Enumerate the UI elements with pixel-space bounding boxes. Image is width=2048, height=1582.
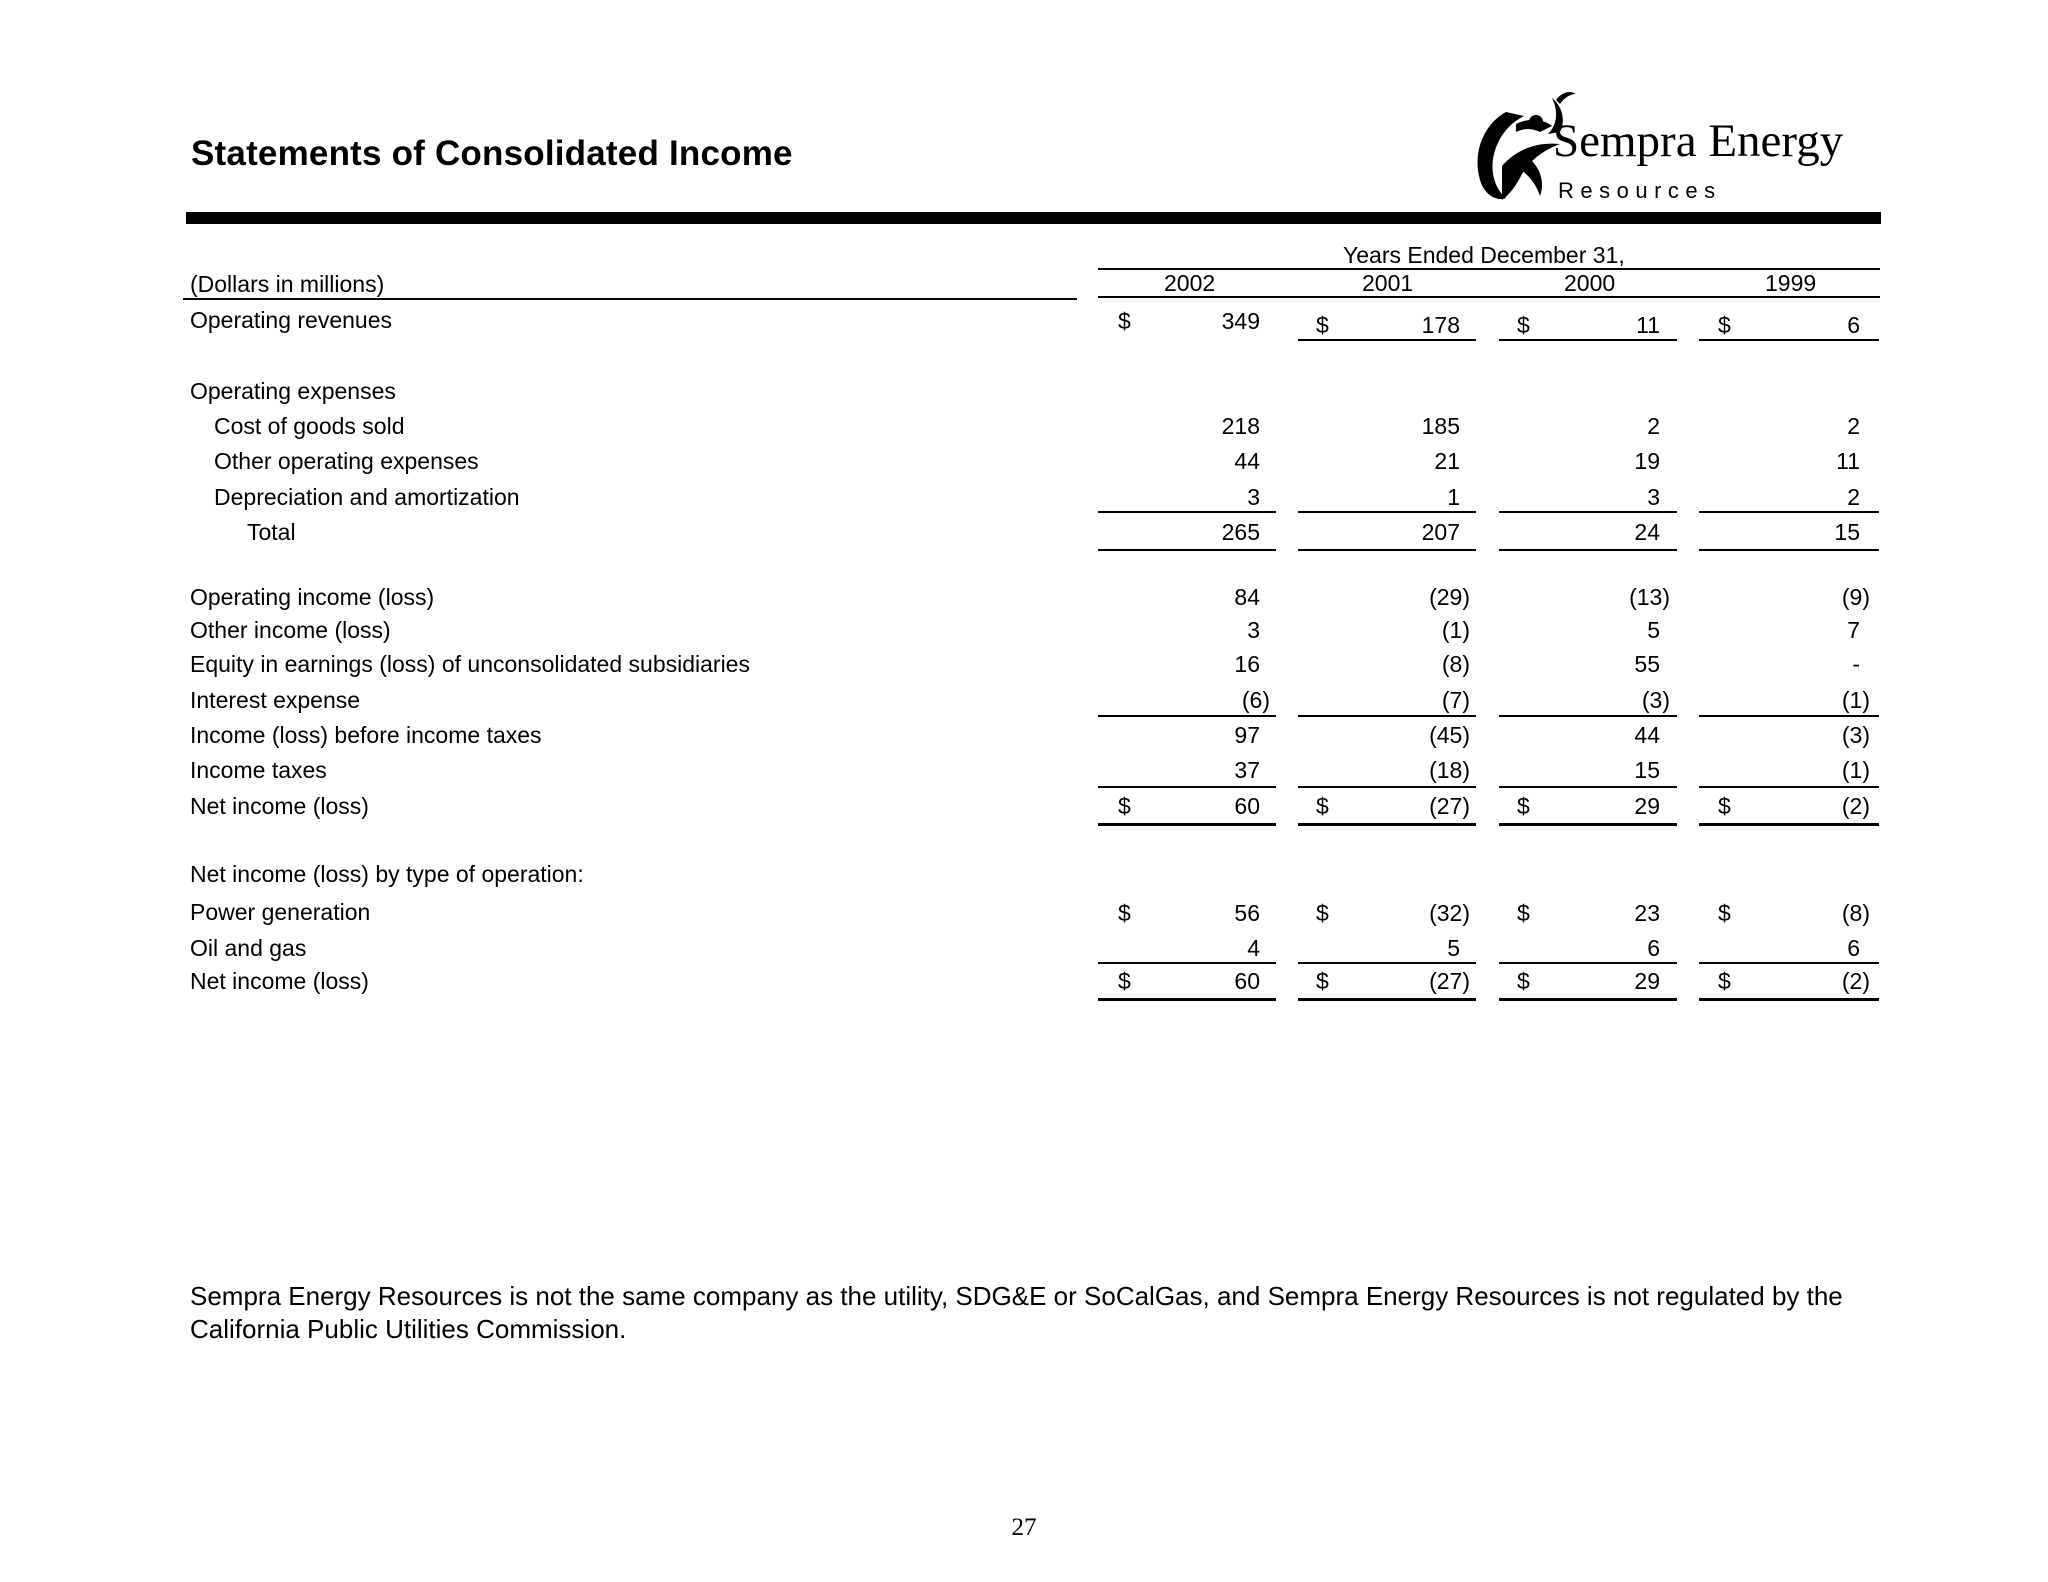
row-label: Net income (loss): [190, 793, 369, 819]
cell-value: (2): [1841, 793, 1870, 819]
cell-value: 44: [1234, 448, 1260, 474]
cell-value: (7): [1441, 687, 1470, 713]
cell-value: 5: [1447, 935, 1460, 961]
double-underline: [1499, 823, 1677, 826]
currency-symbol: $: [1517, 793, 1530, 819]
header-divider: [186, 212, 1881, 224]
cell-value: (1): [1441, 617, 1470, 643]
double-underline: [1699, 998, 1879, 1001]
currency-symbol: $: [1118, 308, 1131, 334]
subtotal-rule: [1699, 339, 1879, 341]
subtotal-rule: [1098, 715, 1276, 717]
currency-symbol: $: [1718, 968, 1731, 994]
total-rule: [1699, 549, 1879, 551]
subtotal-rule: [1499, 715, 1677, 717]
subtotal-rule: [1499, 962, 1677, 964]
currency-symbol: $: [1316, 793, 1329, 819]
section-heading: Net income (loss) by type of operation:: [190, 861, 584, 887]
row-label: Income (loss) before income taxes: [190, 722, 542, 748]
cell-value: 265: [1221, 519, 1260, 545]
regulatory-footnote: Sempra Energy Resources is not the same company as the utility, SDG&E or SoCalGas, and Sempra Energy Resources is not regulated by the California Public Utilities Commission.: [190, 1281, 1843, 1344]
cell-value: 15: [1834, 519, 1860, 545]
row-label: Net income (loss): [190, 968, 369, 994]
year-header-1999: 1999: [1765, 270, 1817, 296]
currency-symbol: $: [1517, 900, 1530, 926]
cell-value: 24: [1634, 519, 1660, 545]
row-label: Equity in earnings (loss) of unconsolidated subsidiaries: [190, 651, 750, 677]
currency-symbol: $: [1718, 793, 1731, 819]
cell-value: 16: [1234, 651, 1260, 677]
cell-value: (45): [1429, 722, 1470, 748]
row-label: Depreciation and amortization: [214, 484, 520, 510]
total-rule: [1499, 549, 1677, 551]
units-label: (Dollars in millions): [190, 271, 385, 297]
cell-value: 7: [1847, 617, 1860, 643]
year-header-2001: 2001: [1362, 270, 1414, 296]
subtotal-rule: [1298, 715, 1476, 717]
subtotal-rule: [1699, 962, 1879, 964]
year-header-2002: 2002: [1164, 270, 1216, 296]
cell-value: (2): [1841, 968, 1870, 994]
subtotal-rule: [1298, 511, 1476, 513]
cell-value: 5: [1647, 617, 1660, 643]
subtotal-rule: [1298, 962, 1476, 964]
double-underline: [1298, 998, 1476, 1001]
currency-symbol: $: [1718, 312, 1731, 338]
cell-value: 15: [1634, 757, 1660, 783]
row-label: Income taxes: [190, 757, 327, 783]
row-label: Interest expense: [190, 687, 361, 713]
total-rule: [1298, 549, 1476, 551]
page-number: 27: [1011, 1514, 1037, 1541]
cell-value: 6: [1647, 935, 1660, 961]
brand-name: Sempra Energy: [1553, 115, 1844, 167]
double-underline: [1098, 823, 1276, 826]
cell-value: (8): [1441, 651, 1470, 677]
cell-value: 218: [1221, 413, 1260, 439]
cell-value: 6: [1847, 312, 1860, 338]
cell-value: 3: [1647, 484, 1660, 510]
cell-value: -: [1852, 651, 1860, 677]
subtotal-rule: [1699, 511, 1879, 513]
subtotal-rule: [1699, 715, 1879, 717]
row-label: Operating income (loss): [190, 584, 435, 610]
subtotal-rule: [1098, 786, 1276, 788]
row-label: Cost of goods sold: [214, 413, 405, 439]
subtotal-rule: [1699, 786, 1879, 788]
currency-symbol: $: [1316, 968, 1329, 994]
cell-value: 2: [1647, 413, 1660, 439]
cell-value: (8): [1841, 900, 1870, 926]
year-header-2000: 2000: [1564, 270, 1616, 296]
cell-value: 60: [1234, 968, 1260, 994]
cell-value: 1: [1447, 484, 1460, 510]
cell-value: 21: [1434, 448, 1460, 474]
cell-value: 11: [1636, 312, 1660, 338]
label-header-rule: [183, 298, 1077, 300]
cell-value: 19: [1634, 448, 1660, 474]
currency-symbol: $: [1316, 900, 1329, 926]
subtotal-rule: [1499, 339, 1677, 341]
currency-symbol: $: [1118, 793, 1131, 819]
subtotal-rule: [1098, 962, 1276, 964]
cell-value: (27): [1429, 968, 1470, 994]
cell-value: 29: [1634, 968, 1660, 994]
double-underline: [1699, 823, 1879, 826]
cell-value: 44: [1634, 722, 1660, 748]
cell-value: (9): [1841, 584, 1870, 610]
total-rule: [1098, 549, 1276, 551]
cell-value: 349: [1221, 308, 1260, 334]
page-title: Statements of Consolidated Income: [191, 134, 793, 173]
cell-value: 84: [1234, 584, 1260, 610]
subtotal-rule: [1499, 786, 1677, 788]
cell-value: (18): [1429, 757, 1470, 783]
cell-value: 4: [1247, 935, 1260, 961]
cell-value: (3): [1641, 687, 1670, 713]
cell-value: 3: [1247, 617, 1260, 643]
cell-value: 23: [1634, 900, 1660, 926]
cell-value: 97: [1234, 722, 1260, 748]
year-header-rule: [1098, 296, 1880, 298]
cell-value: (29): [1429, 584, 1470, 610]
brand-subname: Resources: [1558, 178, 1722, 203]
row-label: Operating revenues: [190, 307, 393, 333]
currency-symbol: $: [1517, 968, 1530, 994]
subtotal-rule: [1298, 339, 1476, 341]
subtotal-rule: [1499, 511, 1677, 513]
currency-symbol: $: [1718, 900, 1731, 926]
subtotal-rule: [1098, 511, 1276, 513]
row-label: Other operating expenses: [214, 448, 479, 474]
section-heading: Operating expenses: [190, 378, 396, 404]
cell-value: 3: [1247, 484, 1260, 510]
currency-symbol: $: [1118, 968, 1131, 994]
cell-value: (3): [1841, 722, 1870, 748]
cell-value: 55: [1634, 651, 1660, 677]
currency-symbol: $: [1316, 312, 1329, 338]
cell-value: 60: [1234, 793, 1260, 819]
period-header-rule: [1098, 268, 1880, 270]
double-underline: [1499, 998, 1677, 1001]
row-label: Oil and gas: [190, 935, 307, 961]
cell-value: 2: [1847, 413, 1860, 439]
cell-value: (32): [1429, 900, 1470, 926]
subtotal-rule: [1298, 786, 1476, 788]
cell-value: 29: [1634, 793, 1660, 819]
cell-value: (1): [1841, 757, 1870, 783]
row-label: Power generation: [190, 899, 371, 925]
cell-value: 37: [1234, 757, 1260, 783]
row-label: Other income (loss): [190, 617, 391, 643]
double-underline: [1098, 998, 1276, 1001]
cell-value: 56: [1234, 900, 1260, 926]
currency-symbol: $: [1118, 900, 1131, 926]
cell-value: 2: [1847, 484, 1860, 510]
cell-value: (1): [1841, 687, 1870, 713]
double-underline: [1298, 823, 1476, 826]
cell-value: 6: [1847, 935, 1860, 961]
cell-value: (27): [1429, 793, 1470, 819]
cell-value: 11: [1836, 448, 1860, 474]
row-label: Total: [247, 519, 296, 545]
period-header: Years Ended December 31,: [1343, 242, 1625, 268]
cell-value: 178: [1421, 312, 1460, 338]
cell-value: (13): [1629, 584, 1670, 610]
cell-value: 185: [1421, 413, 1460, 439]
currency-symbol: $: [1517, 312, 1530, 338]
cell-value: (6): [1241, 687, 1270, 713]
cell-value: 207: [1421, 519, 1460, 545]
